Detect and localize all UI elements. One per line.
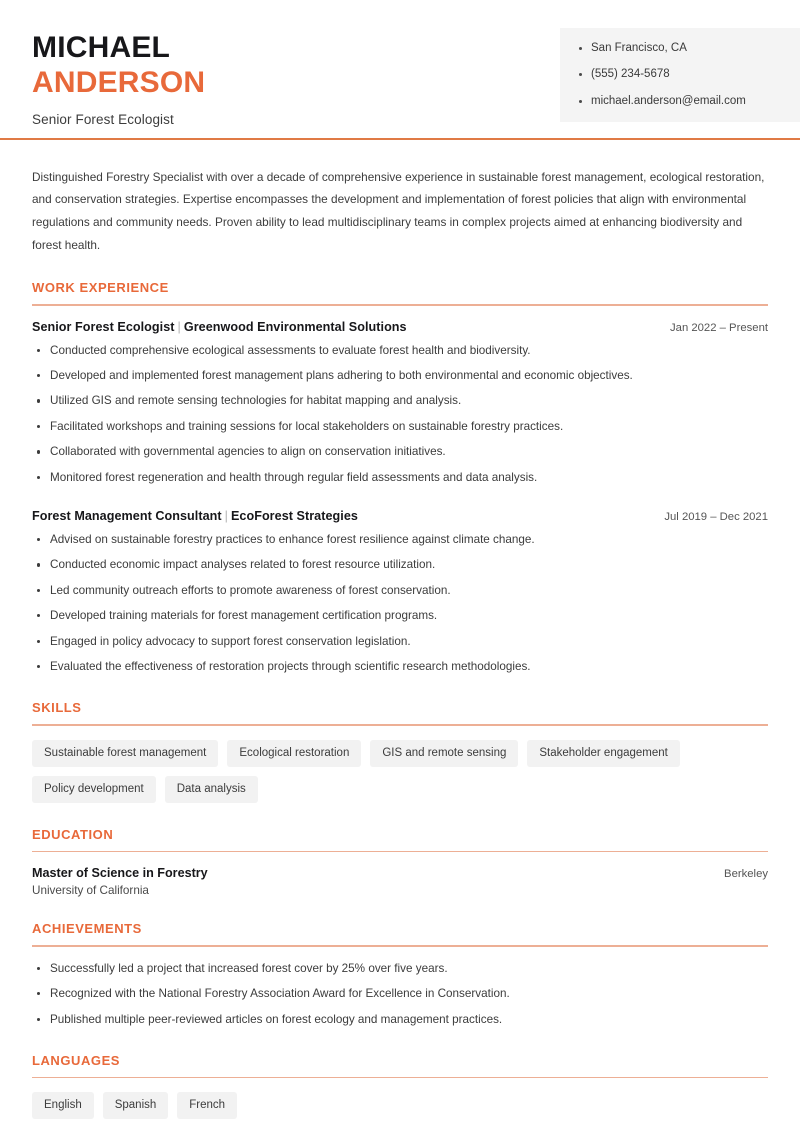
section-title-work-experience: WORK EXPERIENCE bbox=[32, 280, 169, 296]
section-skills bbox=[32, 700, 768, 803]
experience-bullets bbox=[32, 532, 768, 676]
contact-location: San Francisco, CA bbox=[578, 42, 800, 56]
experience-bullet: Evaluated the effectiveness of restoration projects through scientific research methodologies. bbox=[32, 659, 768, 676]
experience-role: Senior Forest Ecologist bbox=[32, 319, 175, 334]
language-chip: Spanish bbox=[103, 1092, 169, 1119]
achievement-bullet: Published multiple peer-reviewed articles on forest ecology and management practices. bbox=[32, 1012, 768, 1029]
header-identity bbox=[0, 28, 205, 127]
experience-bullet: Advised on sustainable forestry practices to enhance forest resilience against climate change. bbox=[32, 532, 768, 549]
language-chip: English bbox=[32, 1092, 94, 1119]
education-entry-header bbox=[32, 866, 768, 880]
section-title-skills: SKILLS bbox=[32, 700, 82, 716]
experience-bullet: Developed and implemented forest management plans adhering to both environmental and economic objectives. bbox=[32, 368, 768, 385]
professional-summary: Distinguished Forestry Specialist with over a decade of comprehensive experience in sustainable forest management, ecological restoration, and conservation strategies. Expertise encompasses the development and implementation of forest policies that align with environmental regulations and community needs. Proven ability to lead multidisciplinary teams in complex projects aimed at enhancing biodiversity and forest health. bbox=[32, 169, 765, 252]
section-divider-work-experience bbox=[32, 304, 768, 305]
role-company-separator: | bbox=[224, 508, 228, 523]
skill-chip: GIS and remote sensing bbox=[370, 740, 518, 767]
skill-chip: Ecological restoration bbox=[227, 740, 361, 767]
experience-entry-header bbox=[32, 320, 768, 334]
languages-chip-list bbox=[32, 1092, 768, 1119]
contact-email[interactable]: michael.anderson@email.com bbox=[578, 95, 800, 109]
experience-bullet: Conducted economic impact analyses related to forest resource utilization. bbox=[32, 557, 768, 574]
education-school: University of California bbox=[32, 884, 149, 898]
experience-entry bbox=[32, 509, 768, 676]
experience-bullet: Led community outreach efforts to promote awareness of forest conservation. bbox=[32, 583, 768, 600]
education-entry bbox=[32, 866, 768, 897]
experience-role-company bbox=[32, 509, 358, 523]
skill-chip: Sustainable forest management bbox=[32, 740, 218, 767]
last-name: ANDERSON bbox=[32, 66, 206, 100]
first-name: MICHAEL bbox=[32, 31, 171, 64]
resume-header bbox=[0, 0, 800, 138]
experience-bullet: Engaged in policy advocacy to support forest conservation legislation. bbox=[32, 634, 768, 651]
experience-bullet: Monitored forest regeneration and health through regular field assessments and data analysis. bbox=[32, 470, 768, 487]
experience-company: EcoForest Strategies bbox=[230, 508, 358, 523]
experience-bullet: Utilized GIS and remote sensing technologies for habitat mapping and analysis. bbox=[32, 393, 768, 410]
section-languages bbox=[32, 1053, 768, 1120]
section-work-experience bbox=[32, 280, 768, 676]
experience-role-company bbox=[32, 320, 407, 334]
skill-chip: Policy development bbox=[32, 776, 156, 803]
experience-bullet: Developed training materials for forest management certification programs. bbox=[32, 608, 768, 625]
achievements-list bbox=[32, 961, 768, 1029]
contact-list bbox=[578, 42, 800, 108]
experience-bullet: Facilitated workshops and training sessions for local stakeholders on sustainable forestry practices. bbox=[32, 419, 768, 436]
section-title-education: EDUCATION bbox=[32, 827, 114, 842]
section-divider-skills bbox=[32, 724, 768, 725]
resume-content bbox=[0, 166, 800, 1120]
experience-entry-header bbox=[32, 509, 768, 523]
experience-bullet: Collaborated with governmental agencies to align on conservation initiatives. bbox=[32, 444, 768, 461]
experience-entry bbox=[32, 320, 768, 487]
skills-chip-list bbox=[32, 740, 768, 803]
experience-dates: Jul 2019 – Dec 2021 bbox=[664, 510, 768, 523]
contact-phone[interactable]: (555) 234-5678 bbox=[578, 68, 800, 82]
role-company-separator: | bbox=[177, 319, 181, 334]
achievement-bullet: Recognized with the National Forestry Association Award for Excellence in Conservation. bbox=[32, 986, 768, 1003]
experience-bullets bbox=[32, 343, 768, 487]
experience-bullet: Conducted comprehensive ecological assessments to evaluate forest health and biodiversity. bbox=[32, 343, 768, 360]
section-divider-languages bbox=[32, 1077, 768, 1078]
section-divider-achievements bbox=[32, 945, 768, 946]
header-divider bbox=[0, 138, 800, 140]
skill-chip: Stakeholder engagement bbox=[527, 740, 680, 767]
contact-info-box bbox=[560, 28, 800, 122]
full-name bbox=[32, 30, 205, 101]
section-title-languages: LANGUAGES bbox=[32, 1052, 121, 1068]
experience-role: Forest Management Consultant bbox=[32, 508, 222, 523]
education-degree: Master of Science in Forestry bbox=[32, 866, 208, 881]
section-divider-education bbox=[32, 851, 768, 852]
experience-company: Greenwood Environmental Solutions bbox=[183, 319, 407, 334]
experience-dates: Jan 2022 – Present bbox=[670, 321, 768, 334]
professional-title: Senior Forest Ecologist bbox=[32, 111, 174, 127]
language-chip: French bbox=[177, 1092, 237, 1119]
achievement-bullet: Successfully led a project that increased forest cover by 25% over five years. bbox=[32, 961, 768, 978]
section-achievements bbox=[32, 921, 768, 1028]
skill-chip: Data analysis bbox=[165, 776, 258, 803]
section-education bbox=[32, 827, 768, 897]
education-location: Berkeley bbox=[724, 868, 768, 881]
section-title-achievements: ACHIEVEMENTS bbox=[32, 921, 142, 937]
